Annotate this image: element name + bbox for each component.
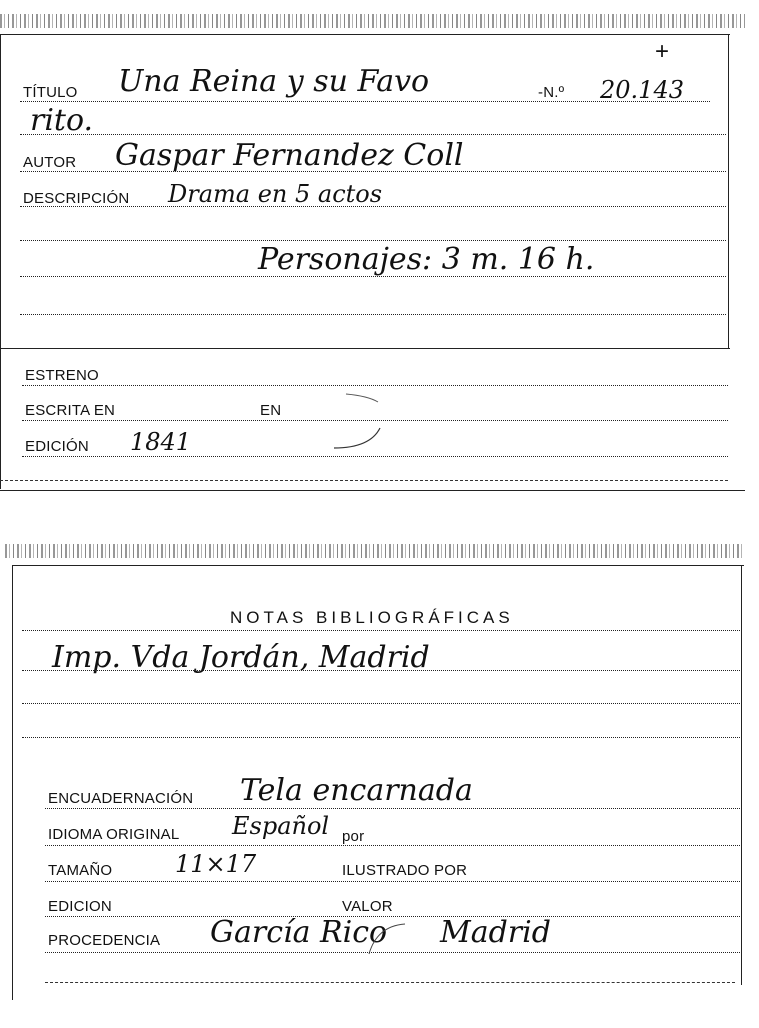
card-border-top (12, 565, 744, 566)
value-personajes: Personajes: 3 m. 16 h. (258, 242, 595, 277)
label-por: por (342, 828, 365, 845)
value-procedencia: García Rico (210, 915, 388, 950)
plus-mark: + (655, 38, 670, 65)
label-descripcion: DESCRIPCIÓN (23, 190, 130, 207)
rule-blank-2 (20, 314, 726, 315)
rule-bottom (45, 982, 735, 983)
ink-blot-mark (365, 920, 440, 960)
notas-heading: NOTAS BIBLIOGRÁFICAS (230, 608, 514, 627)
label-procedencia: PROCEDENCIA (48, 932, 161, 949)
rule-descripcion (20, 206, 726, 207)
label-idioma: IDIOMA ORIGINAL (48, 826, 180, 843)
label-en: EN (260, 402, 282, 419)
scan-noise-strip (0, 14, 745, 28)
rule-estreno (22, 385, 728, 386)
rule-heading (22, 630, 740, 631)
label-numero: -N.º (538, 84, 565, 101)
label-escrita-en: ESCRITA EN (25, 402, 116, 419)
label-edicion: EDICIÓN (25, 438, 89, 455)
label-titulo: TÍTULO (23, 84, 78, 101)
card-border-bottom (0, 490, 745, 491)
value-encuadernacion: Tela encarnada (240, 773, 473, 808)
scan-noise-strip (5, 544, 743, 558)
label-encuadernacion: ENCUADERNACIÓN (48, 790, 194, 807)
rule-blank-1 (22, 703, 740, 704)
value-titulo: Una Reina y su Favo (118, 64, 430, 99)
card-border-right (728, 34, 729, 349)
card-border-dashed (0, 480, 728, 481)
value-idioma: Español (232, 812, 330, 840)
value-edicion: 1841 (130, 428, 192, 456)
label-tamano: TAMAÑO (48, 862, 113, 879)
label-autor: AUTOR (23, 154, 77, 171)
value-tamano: 11×17 (175, 850, 257, 878)
card-border-left (12, 565, 13, 1000)
rule-notes (22, 670, 740, 671)
ink-blot-mark (320, 388, 390, 458)
value-notes: Imp. Vda Jordán, Madrid (52, 640, 430, 675)
value-descripcion: Drama en 5 actos (168, 180, 383, 208)
card-border-right (741, 565, 742, 985)
rule-procedencia (45, 952, 740, 953)
rule-edicion2 (45, 916, 740, 917)
rule-blank-1 (20, 240, 726, 241)
value-numero: 20.143 (600, 76, 684, 104)
card-border-left (0, 34, 1, 489)
value-autor: Gaspar Fernandez Coll (115, 138, 464, 173)
card-border-top (0, 34, 730, 35)
rule-titulo-cont (20, 134, 726, 135)
rule-autor (20, 171, 726, 172)
rule-encuadernacion (45, 808, 740, 809)
label-estreno: ESTRENO (25, 367, 99, 384)
label-valor: VALOR (342, 898, 393, 915)
rule-idioma (45, 845, 740, 846)
card-border-mid (0, 348, 730, 349)
value-procedencia-city: Madrid (440, 915, 551, 950)
rule-blank-2 (22, 737, 740, 738)
rule-personajes (20, 276, 726, 277)
label-edicion2: EDICION (48, 898, 112, 915)
value-titulo-cont: rito. (30, 103, 94, 138)
label-ilustrado: ILUSTRADO POR (342, 862, 468, 879)
rule-tamano (45, 881, 740, 882)
rule-titulo (20, 101, 710, 102)
